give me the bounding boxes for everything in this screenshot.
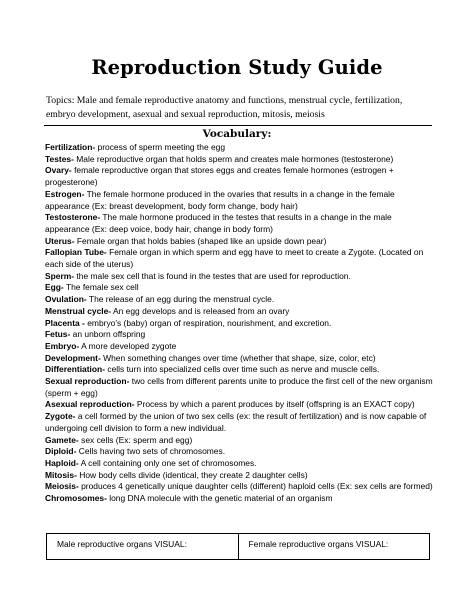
vocabulary-entry [45,341,437,353]
vocabulary-term: Differentiation- [45,364,105,375]
vocabulary-term: Fertilization- [45,142,96,152]
vocabulary-definition: embryo's (baby) organ of respiration, nourishment, and excretion. [84,317,332,328]
vocabulary-term: Uterus- [45,235,75,246]
vocabulary-definition: long DNA molecule with the genetic material of an organism [106,493,333,504]
vocabulary-entry [45,306,437,318]
vocabulary-entry [45,399,437,411]
vocabulary-term: Zygote- [45,411,76,422]
vocabulary-definition: process of sperm meeting the egg [95,142,226,152]
vocabulary-definition: an unborn offspring [70,329,146,340]
vocabulary-term: Meiosis- [45,481,79,492]
vocabulary-entry [45,294,437,306]
vocabulary-term: Mitosis- [45,469,77,480]
vocabulary-definition: An egg develops and is released from an ovary [111,305,290,316]
vocabulary-definition: The female hormone produced in the ovaries that results in a change in the female appearance (Ex: breast development, body form change, body hair) [45,188,395,211]
vocabulary-definition: Male reproductive organ that holds sperm and creates male hormones (testosterone) [73,153,394,164]
vocabulary-term: Testosterone- [45,212,101,223]
vocabulary-definition: Cells having two sets of chromosomes. [76,446,226,457]
vocabulary-term: Haploid- [45,457,79,468]
vocabulary-entry [45,435,437,447]
vocabulary-term: Gamete- [45,434,79,445]
vocabulary-definition: two cells from different parents unite to produce the first cell of the new organism (sperm + egg) [45,376,433,398]
vocabulary-entry [45,212,437,235]
vocabulary-entry [45,329,437,341]
vocabulary-definition: a cell formed by the union of two sex cells (ex: the result of fertilization) and is now capable of undergoing cell division to form a new individual. [45,411,427,433]
vocabulary-term: Ovary- [45,165,72,176]
vocabulary-definition: A more developed zygote [79,340,177,351]
vocabulary-entry [45,481,437,493]
vocabulary-entry [45,247,437,270]
vocabulary-entry [45,154,437,166]
vocabulary-entry [45,142,437,154]
vocabulary-term: Testes- [45,153,74,164]
vocabulary-term: Egg- [45,282,64,293]
vocabulary-term: Embryo- [45,340,80,351]
vocabulary-term: Development- [45,352,101,363]
vocabulary-term: Estrogen- [45,188,85,199]
vocabulary-term: Chromosomes- [45,493,107,504]
vocabulary-entry [45,236,437,248]
vocabulary-term: Placenta - [45,317,85,328]
vocabulary-definition: How body cells divide (identical, they create 2 daughter cells) [76,469,308,480]
vocabulary-entry [45,282,437,294]
vocabulary-definition: Process by which a parent produces by itself (offspring is an EXACT copy) [134,399,415,410]
vocabulary-definition: The female sex cell [63,282,139,293]
vocabulary-definition: Female organ in which sperm and egg have to meet to create a Zygote. (Located on each side of the uterus) [45,247,424,270]
vocabulary-entry [45,353,437,365]
vocabulary-entry [45,470,437,482]
vocabulary-entry [45,189,437,212]
vocabulary-definition: produces 4 genetically unique daughter cells (different) haploid cells (Ex: sex cells are formed) [78,481,433,492]
vocabulary-entry [45,493,437,505]
vocabulary-term: Sperm- [45,270,75,281]
vocabulary-entry [45,446,437,458]
vocabulary-definition: A cell containing only one set of chromosomes. [78,457,257,468]
vocabulary-entry [45,271,437,283]
vocabulary-definition: Female organ that holds babies (shaped like an upside down pear) [74,235,327,246]
visuals-table [46,533,430,560]
vocabulary-heading: Vocabulary: [202,128,272,140]
vocabulary-term: Asexual reproduction- [45,399,135,410]
topics-paragraph: Topics: Male and female reproductive anatomy and functions, menstrual cycle, fertilization, embryo development, asexual and sexual reproduction, mitosis, meiosis [46,95,403,120]
vocabulary-definition: sex cells (Ex: sperm and egg) [78,434,193,445]
vocabulary-entry [45,458,437,470]
vocabulary-definition: When something changes over time (whether that shape, size, color, etc) [100,352,376,363]
vocabulary-term: Diploid- [45,446,77,457]
vocabulary-term: Fallopian Tube- [45,247,107,258]
vocabulary-entry [45,364,437,376]
vocabulary-term: Menstrual cycle- [45,305,112,316]
horizontal-divider [44,125,432,126]
vocabulary-entry [45,376,437,399]
vocabulary-definition: cells turn into specialized cells over time such as nerve and muscle cells. [105,364,380,375]
vocabulary-definition: the male sex cell that is found in the testes that are used for reproduction. [74,270,351,281]
female-organs-visual-cell: Female reproductive organs VISUAL: [238,534,430,560]
vocabulary-term: Fetus- [45,329,71,340]
vocabulary-definition: The male hormone produced in the testes that results in a change in the male appearance (Ex: deep voice, body hair, change in body form) [45,212,392,234]
vocabulary-entry [45,411,437,434]
vocabulary-definition: The release of an egg during the menstrual cycle. [86,294,275,305]
vocabulary-term: Ovulation- [45,294,87,305]
vocabulary-entry [45,165,437,188]
vocabulary-entry [45,318,437,330]
vocabulary-term: Sexual reproduction- [45,376,130,387]
vocabulary-list [45,142,437,505]
vocabulary-definition: female reproductive organ that stores eggs and creates female hormones (estrogen + progesterone) [45,165,394,188]
male-organs-visual-cell: Male reproductive organs VISUAL: [47,534,239,560]
page-title: Reproduction Study Guide [91,56,383,79]
visuals-table-row [47,534,430,560]
